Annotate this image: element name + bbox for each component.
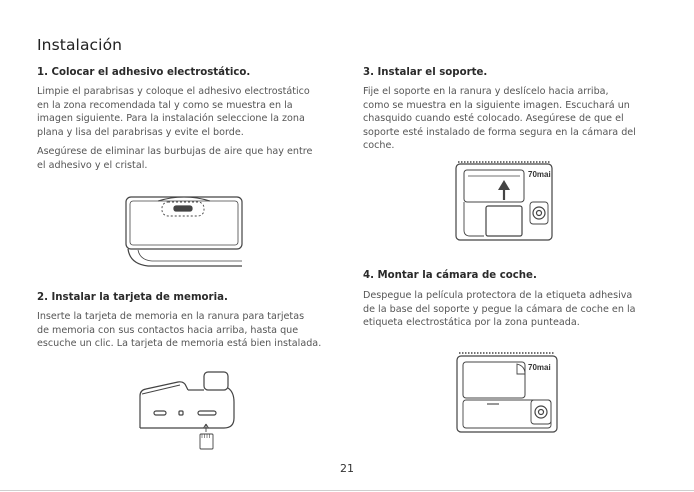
section-2-heading: 2. Instalar la tarjeta de memoria.	[37, 292, 228, 303]
section-2-paragraph	[37, 310, 321, 351]
camera-mount-illustration	[453, 350, 563, 436]
text-line: en la zona recomendada tal y como se muestra en la	[37, 99, 293, 111]
section-1-paragraph-1	[37, 85, 310, 139]
section-3-paragraph	[363, 85, 636, 153]
text-line: como se muestra en la siguiente imagen. Escuchará un	[363, 99, 630, 111]
brand-logo: 70mai	[528, 170, 551, 179]
text-line: escuche un clic. La tarjeta de memoria está bien instalada.	[37, 338, 322, 350]
text-line: Despegue la película protectora de la etiqueta adhesiva	[363, 290, 633, 301]
page-number: 21	[340, 462, 354, 475]
section-4-heading: 4. Montar la cámara de coche.	[363, 270, 537, 281]
text-line: Fije el soporte en la ranura y deslícelo hacia arriba,	[363, 86, 609, 97]
windshield-sticker-illustration	[118, 190, 248, 275]
text-line: etiqueta electrostática por la zona punteada.	[363, 317, 580, 329]
section-4-paragraph	[363, 289, 636, 330]
section-1-heading: 1. Colocar el adhesivo electrostático.	[37, 67, 251, 78]
text-line: soporte esté instalado de forma segura en la cámara del	[363, 126, 636, 138]
page-bottom-divider	[0, 490, 694, 491]
mount-bracket-illustration	[450, 160, 560, 245]
text-line: plana y lisa del parabrisas y evite el borde.	[37, 126, 244, 138]
brand-logo: 70mai	[528, 363, 551, 372]
text-line: Asegúrese de eliminar las burbujas de aire que hay entre	[37, 146, 313, 157]
memory-card-slot-illustration	[134, 368, 238, 454]
text-line: chasquido cuando esté colocado. Asegúrese de que el	[363, 113, 624, 125]
text-line: imagen siguiente. Para la instalación seleccione la zona	[37, 113, 305, 125]
section-3-heading: 3. Instalar el soporte.	[363, 67, 488, 78]
text-line: de memoria con sus contactos hacia arriba, hasta que	[37, 324, 299, 336]
text-line: Inserte la tarjeta de memoria en la ranura para tarjetas	[37, 311, 305, 322]
text-line: Limpie el parabrisas y coloque el adhesivo electrostático	[37, 86, 310, 97]
text-line: de la base del soporte y pegue la cámara de coche en la	[363, 303, 636, 315]
text-line: coche.	[363, 140, 395, 152]
section-1-paragraph-2	[37, 145, 312, 172]
text-line: el adhesivo y el cristal.	[37, 159, 148, 171]
page-title: Instalación	[37, 36, 123, 54]
